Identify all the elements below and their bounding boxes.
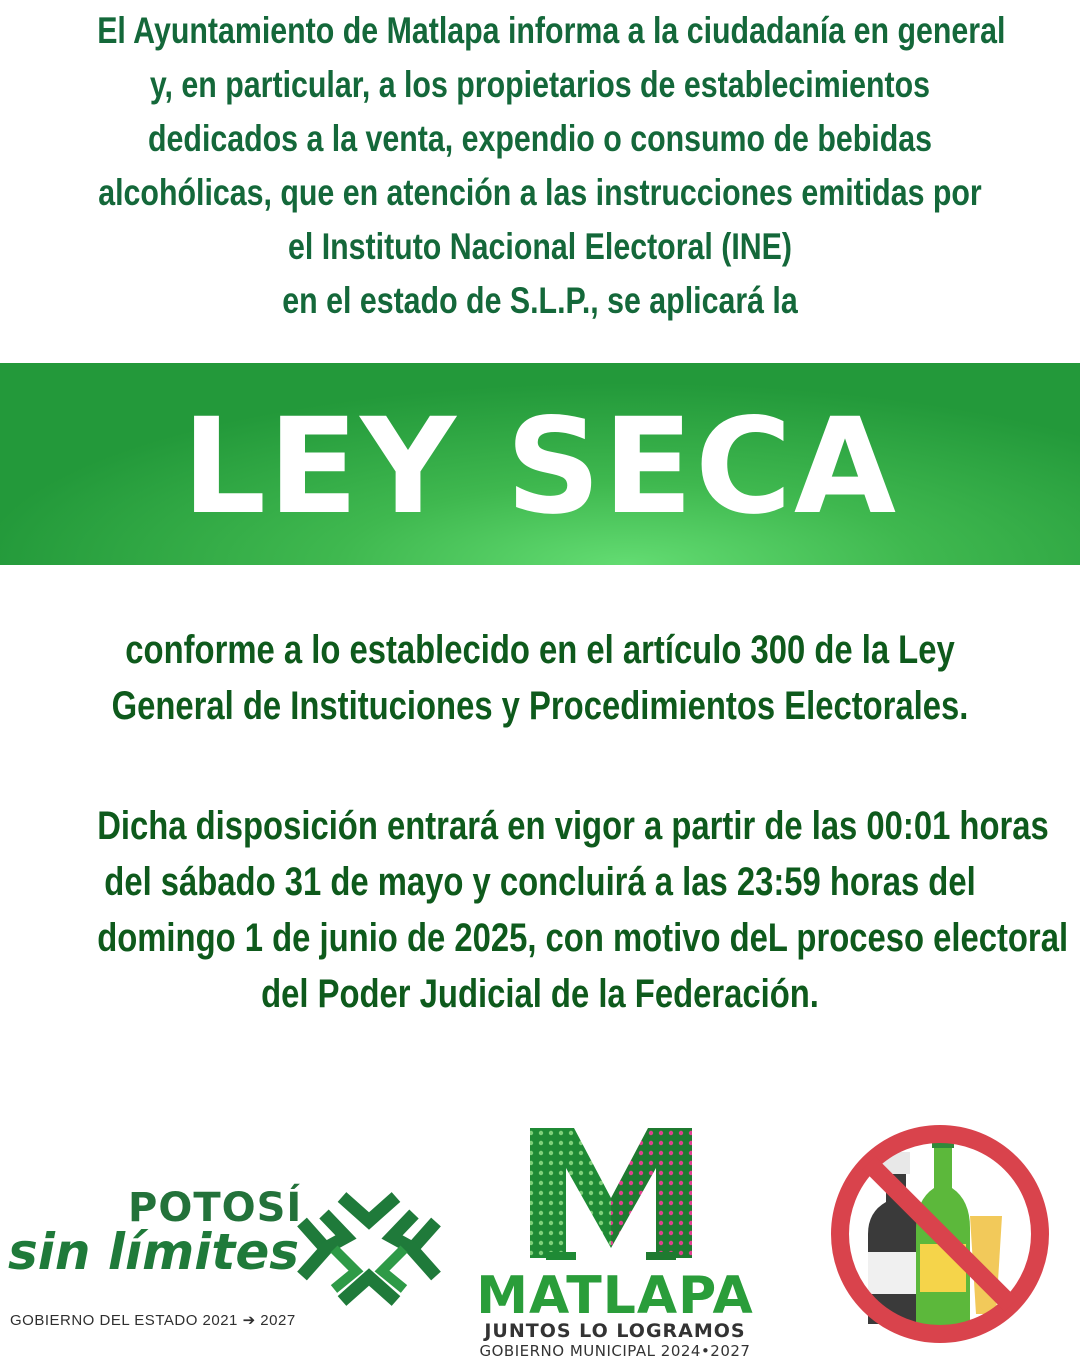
intro-line: El Ayuntamiento de Matlapa informa a la ciudadanía en general xyxy=(97,10,1006,51)
chevrons-emblem-icon xyxy=(294,1189,444,1309)
paragraph-line: conforme a lo establecido en el artículo 300 de la Ley xyxy=(125,628,955,672)
matlapa-wordmark: MATLAPA xyxy=(476,1266,754,1326)
potosi-wordmark: POTOSÍ xyxy=(128,1185,303,1231)
intro-text xyxy=(97,4,1006,328)
intro-line: alcohólicas, que en atención a las instrucciones emitidas por xyxy=(98,172,982,213)
paragraph-line: General de Instituciones y Procedimientos Electorales. xyxy=(111,684,969,728)
sin-limites-wordmark: sin límites xyxy=(8,1223,299,1281)
paragraph-line: domingo 1 de junio de 2025, con motivo deL proceso electoral xyxy=(97,916,1069,960)
ley-seca-banner xyxy=(0,363,1080,565)
intro-line: dedicados a la venta, expendio o consumo de bebidas xyxy=(148,118,932,159)
paragraph-line: del sábado 31 de mayo y concluirá a las 23:59 horas del xyxy=(104,860,976,904)
municipal-government-caption: GOBIERNO MUNICIPAL 2024•2027 xyxy=(479,1342,751,1360)
logos-footer xyxy=(0,1110,1080,1360)
no-alcohol-icon xyxy=(820,1124,1060,1344)
state-government-caption: GOBIERNO DEL ESTADO 2021 ➔ 2027 xyxy=(10,1312,296,1329)
schedule-paragraph xyxy=(97,798,1069,1022)
matlapa-logo xyxy=(470,1128,760,1360)
matlapa-m-emblem-icon xyxy=(526,1128,696,1263)
matlapa-slogan: JUNTOS LO LOGRAMOS xyxy=(484,1320,746,1342)
intro-line: en el estado de S.L.P., se aplicará la xyxy=(282,280,798,321)
intro-line: el Instituto Nacional Electoral (INE) xyxy=(287,226,793,267)
potosi-sin-limites-logo xyxy=(6,1185,446,1335)
paragraph-line: del Poder Judicial de la Federación. xyxy=(261,972,819,1016)
banner-title: LEY SECA xyxy=(181,390,899,544)
legal-basis-paragraph xyxy=(97,622,983,734)
paragraph-line: Dicha disposición entrará en vigor a partir de las 00:01 horas xyxy=(97,804,1049,848)
intro-line: y, en particular, a los propietarios de establecimientos xyxy=(149,64,931,105)
